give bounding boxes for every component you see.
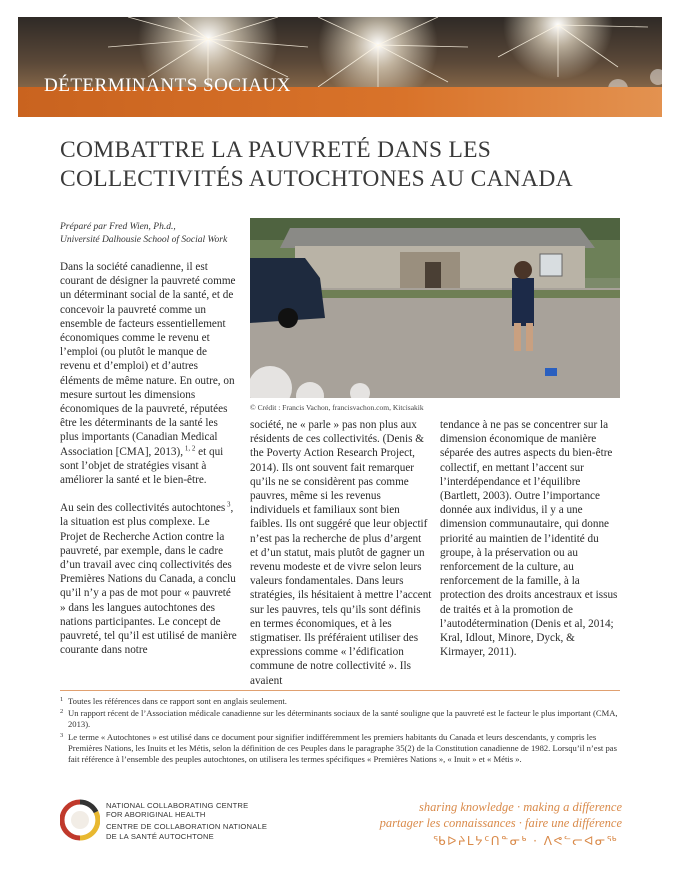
footnote	[60, 708, 625, 730]
photo-credit: © Crédit : Francis Vachon, francisvachon.com, Kitcisakik	[250, 403, 424, 412]
tagline-english: sharing knowledge · making a difference	[419, 800, 622, 814]
title-line-2: COLLECTIVITÉS AUTOCHTONES AU CANADA	[60, 166, 573, 192]
paragraph: société, ne « parle » pas non plus aux résidents de ces collectivités. (Denis & the Poverty Action Research Project, 2014). Ils ont souvent fait remarquer qu’ils ne se considèrent pas comme pauvres, même si les revenus individuels et familiaux sont bien faibles. Ils ont suggéré que leur objectif n’est pas la recherche de plus d’argent et d’un statut, mais plutôt de gagner un revenu modeste et de vivre selon leurs valeurs fondamentales. Dans leurs stratégies, ils hésitaient à mettre l’accent sur les pauvres, tels qu’ils sont définis en termes économiques, et à les stigmatiser. Ils préféraient utiliser des expressions comme « l’édification commune de notre collectivité ». Ils avaient	[250, 419, 432, 687]
section-label: DÉTERMINANTS SOCIAUX	[44, 75, 291, 96]
footnote-text: Un rapport récent de l’Association médicale canadienne sur les déterminants sociaux de la santé souligne que la pauvreté est le facteur le plus important (CMA, 2013).	[68, 708, 618, 730]
author-name: Préparé par Fred Wien, Ph.d.,	[60, 222, 176, 232]
author-affiliation: Université Dalhousie School of Social Work	[60, 235, 228, 245]
footnotes	[60, 696, 625, 766]
paragraph-text: Dans la société canadienne, il est courant de désigner la pauvreté comme un déterminant social de la santé, et de concevoir la pauvreté comme un ensemble de facteurs essentiellement économiques comme le revenu et l’emploi (ou plutôt le manque de revenu et d’emploi) et d’autres éléments de même nature. En outre, on mesure surtout les dimensions économiques de la pauvreté, réputées être les déterminants de la santé les plus importants (Canadian Medical Association [CMA], 2013),	[60, 261, 236, 458]
paragraph	[60, 260, 238, 487]
org-name-fr-1: CENTRE DE COLLABORATION NATIONALE	[106, 822, 268, 832]
tagline-french: partager les connaissances · faire une différence	[379, 816, 622, 830]
text-column-2	[250, 418, 432, 702]
tagline-syllabics: ᖃᐅᔨᒪᔭᑦᑎᓐᓂᒃ · ᐱᕙᓪᓕᐊᓂᖅ	[433, 834, 618, 848]
paragraph	[60, 501, 238, 657]
footnote	[60, 696, 625, 707]
organization-name	[106, 801, 276, 841]
paragraph-text: Au sein des collectivités autochtones	[60, 502, 226, 515]
footnote-divider	[60, 690, 620, 691]
header-banner	[18, 17, 662, 117]
community-photo	[250, 218, 620, 398]
paragraph: tendance à ne pas se concentrer sur la dimension économique de manière séparée des autres aspects du bien-être collectif, en mettant l’accent sur l’interdépendance et l’équilibre (Bartlett, 2003). Outre l’importance donnée aux individus, il y a une dimension communautaire, qui donne priorité au maintien de l’identité du groupe, à la préservation ou au renforcement de la culture, au renforcement de la famille, à la protection des droits ancestraux et issus de traités et à la promotion de l’autodétermination (Denis et al, 2014; Kral, Idlout, Minore, Dyck, & Kirmayer, 2011).	[440, 419, 618, 659]
document-title	[60, 136, 640, 194]
footnote-ref: 3	[225, 500, 231, 509]
text-column-3	[440, 418, 620, 673]
org-name-en-2: FOR ABORIGINAL HEALTH	[106, 810, 206, 820]
org-name-en-1: NATIONAL COLLABORATING CENTRE	[106, 801, 249, 810]
footnote-number: 1	[60, 696, 64, 703]
photo-illustration	[250, 218, 620, 398]
author-block	[60, 221, 250, 247]
footnote-ref: 1, 2	[183, 443, 196, 452]
footnote-number: 2	[60, 708, 64, 716]
paragraph-text: et qui sont l’objet de stratégies visant à améliorer la santé et le bien-être.	[60, 445, 224, 487]
footnote-number: 3	[60, 731, 64, 739]
footnote	[60, 732, 625, 766]
org-name-fr-2: DE LA SANTÉ AUTOCHTONE	[106, 831, 214, 841]
nccah-logo-icon	[60, 798, 100, 842]
title-line-1: COMBATTRE LA PAUVRETÉ DANS LES	[60, 137, 492, 163]
footnote-text: Le terme « Autochtones » est utilisé dans ce document pour signifier indifféremment les premiers habitants du Canada et leurs descendants, y compris les Premières Nations, les Inuits et les Métis, selon la définition de ces Peuples dans le paragraphe 35(2) de la Constitution canadienne de 1982. Lorsqu’il n’est pas fait référence à l’ensemble des peuples autochtones, on utilisera les termes spécifiques « Premières Nations », « Inuit » et « Métis ».	[68, 731, 617, 765]
footnote-text: Toutes les références dans ce rapport sont en anglais seulement.	[68, 696, 287, 706]
text-column-1	[60, 260, 238, 671]
paragraph-text: , la situation est plus complexe. Le Projet de Recherche Action contre la pauvreté, par exemple, dans le cadre d’un travail avec cinq collectivités des Premières Nations du Canada, a conclu qu’il n’y a pas de mot pour « pauvreté » dans les langues autochtones des nations participantes. Le concept de pauvreté, tel qu’il est utilisé de manière courante dans notre	[60, 502, 237, 657]
